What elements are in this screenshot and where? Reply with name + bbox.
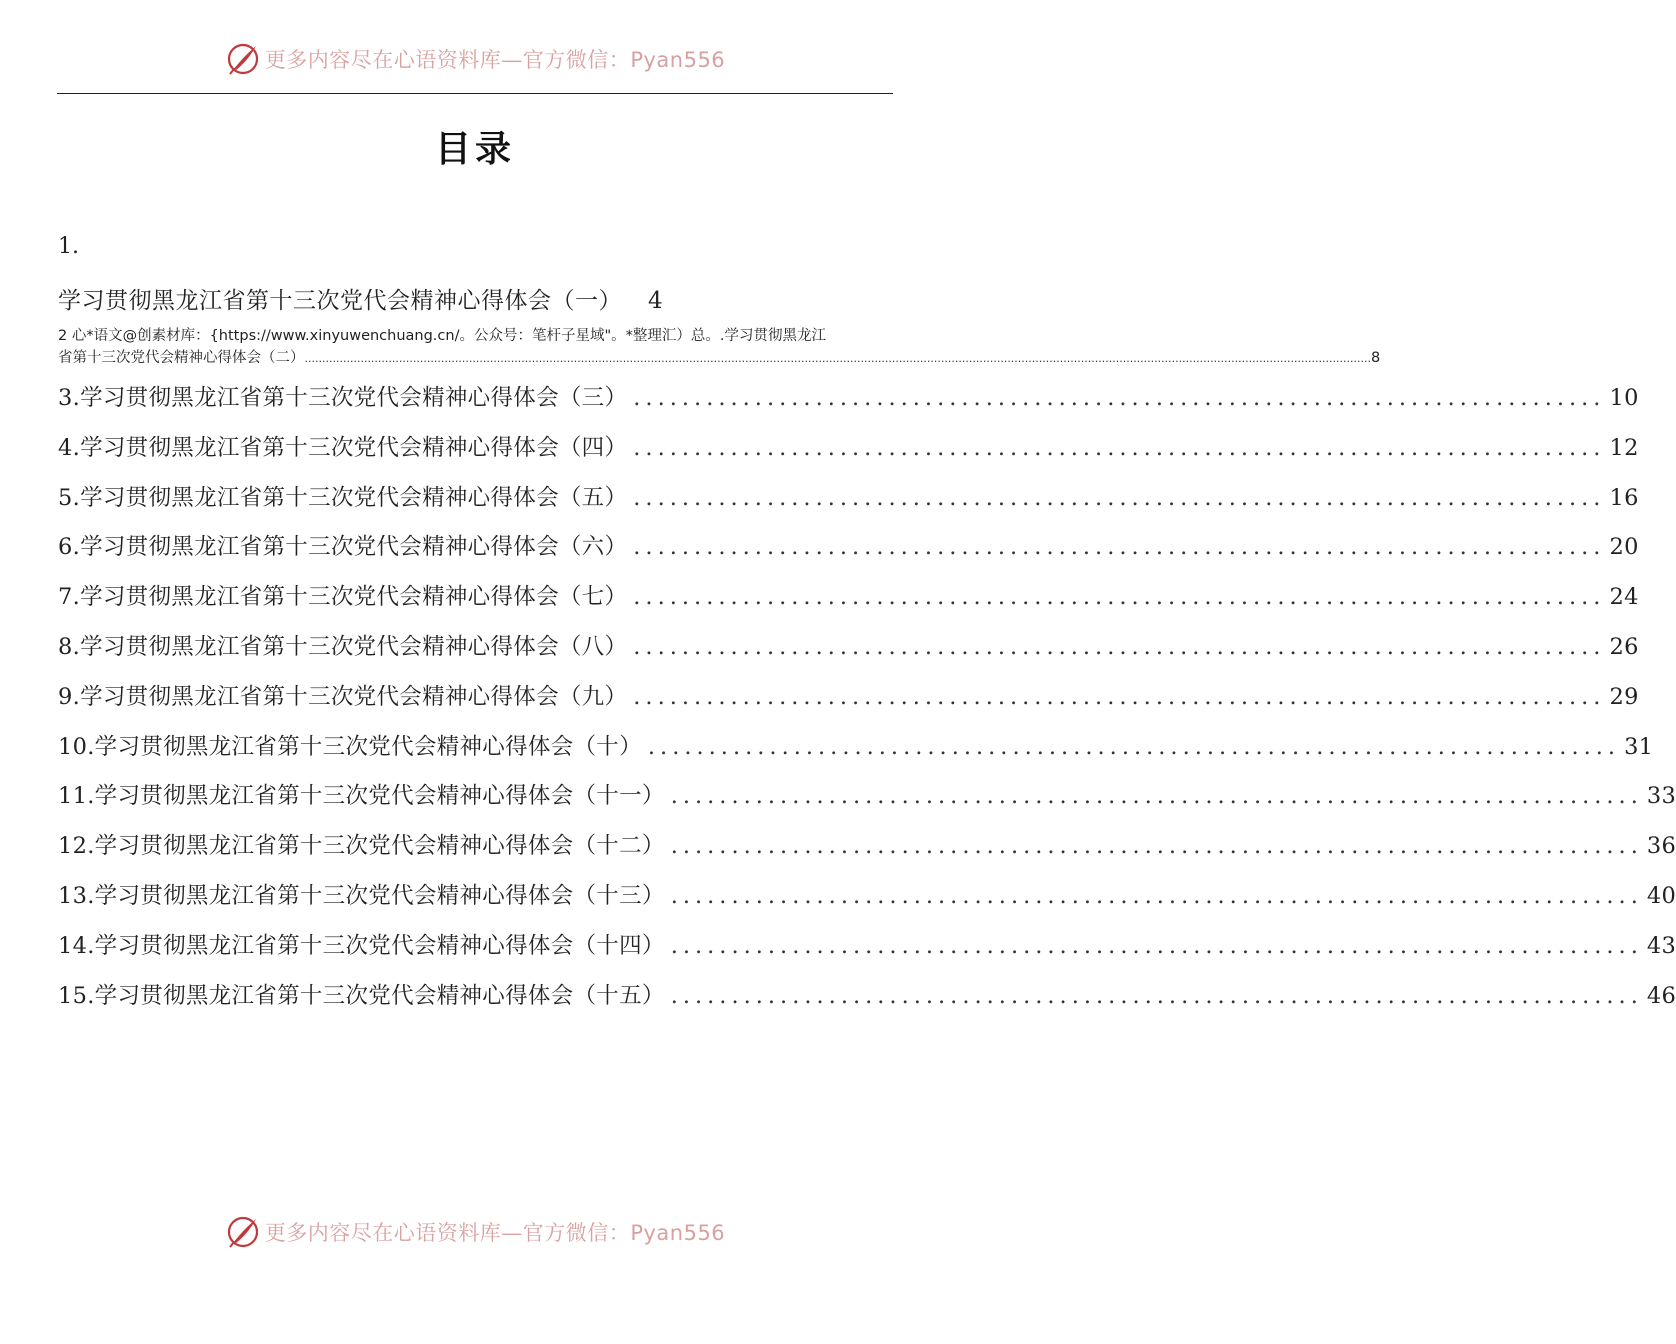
toc-entry[interactable] xyxy=(58,778,1676,828)
toc-entry-label: 6.学习贯彻黑龙江省第十三次党代会精神心得体会（六） xyxy=(58,534,628,561)
toc-entry[interactable] xyxy=(58,729,1654,779)
toc-entry-page: 40 xyxy=(1646,882,1676,909)
toc-entry[interactable] xyxy=(58,828,1676,878)
toc-entry-label: 10.学习贯彻黑龙江省第十三次党代会精神心得体会（十） xyxy=(58,733,642,760)
toc-entry-leader: ................................................................................ xyxy=(670,982,1643,1009)
toc-entry-leader: ................................................................................ xyxy=(633,484,1606,511)
toc-entry-1-label: 学习贯彻黑龙江省第十三次党代会精神心得体会（一） xyxy=(58,288,622,314)
toc-entry-leader: ................................................................................ xyxy=(633,534,1606,561)
toc-entry-page: 36 xyxy=(1646,833,1676,860)
toc-entry-label: 13.学习贯彻黑龙江省第十三次党代会精神心得体会（十三） xyxy=(58,882,665,909)
toc-entry-2-leader: ................................................................................................................................................................................................................................................................................................................. xyxy=(304,352,1371,365)
toc-entry-page: 26 xyxy=(1609,633,1639,660)
header-divider xyxy=(57,93,893,94)
toc-entry-1[interactable] xyxy=(58,282,663,315)
toc-entry-label: 8.学习贯彻黑龙江省第十三次党代会精神心得体会（八） xyxy=(58,633,628,660)
toc-entry[interactable] xyxy=(58,878,1676,928)
toc-entry-page: 33 xyxy=(1646,783,1676,810)
toc-entry-label: 15.学习贯彻黑龙江省第十三次党代会精神心得体会（十五） xyxy=(58,982,665,1009)
toc-entry-leader: ................................................................................ xyxy=(670,932,1643,959)
toc-entry-label: 9.学习贯彻黑龙江省第十三次党代会精神心得体会（九） xyxy=(58,683,628,710)
toc-entry-leader: ................................................................................ xyxy=(633,633,1606,660)
toc-entry[interactable] xyxy=(58,529,1639,579)
toc-entry[interactable] xyxy=(58,430,1639,480)
toc-entry-label: 11.学习贯彻黑龙江省第十三次党代会精神心得体会（十一） xyxy=(58,783,665,810)
toc-entry-leader: ................................................................................ xyxy=(670,882,1643,909)
toc-entry-leader: ................................................................................ xyxy=(670,783,1643,810)
toc-entry-2[interactable] xyxy=(58,325,1381,370)
toc-entry[interactable] xyxy=(58,579,1639,629)
page-title: 目录 xyxy=(434,128,515,170)
toc-entry[interactable] xyxy=(58,978,1676,1028)
toc-entry-2-line2: 省第十三次党代会精神心得体会（二） xyxy=(58,350,305,366)
toc-entry-leader: ................................................................................ xyxy=(633,385,1606,411)
toc-entry-label: 4.学习贯彻黑龙江省第十三次党代会精神心得体会（四） xyxy=(58,434,628,461)
toc-entry-page: 29 xyxy=(1609,683,1639,710)
toc-entry-page: 24 xyxy=(1609,584,1639,611)
toc-entry-page: 46 xyxy=(1646,982,1676,1009)
toc-entry-label: 5.学习贯彻黑龙江省第十三次党代会精神心得体会（五） xyxy=(58,484,628,511)
quill-logo-icon xyxy=(225,1214,261,1250)
toc-entry-leader: ................................................................................ xyxy=(633,584,1606,611)
header-banner-text: 更多内容尽在心语资料库—官方微信：Pyan556 xyxy=(264,48,726,72)
toc-entry-page: 10 xyxy=(1609,385,1639,411)
toc-entry[interactable] xyxy=(58,679,1639,729)
toc-entry-page: 16 xyxy=(1609,484,1639,511)
toc-entry-1-number[interactable]: 1. xyxy=(58,234,79,259)
header-wechat-id: Pyan556 xyxy=(630,48,726,72)
toc-entry[interactable] xyxy=(58,629,1639,679)
toc-list xyxy=(58,380,1676,1027)
toc-entry[interactable] xyxy=(58,928,1676,978)
toc-entry-1-page: 4 xyxy=(648,288,664,314)
toc-entry-page: 31 xyxy=(1624,733,1654,760)
quill-logo-icon xyxy=(225,41,261,77)
header-banner xyxy=(0,39,950,79)
toc-entry-page: 12 xyxy=(1609,434,1639,461)
toc-entry-label: 7.学习贯彻黑龙江省第十三次党代会精神心得体会（七） xyxy=(58,584,628,611)
toc-entry-label: 12.学习贯彻黑龙江省第十三次党代会精神心得体会（十二） xyxy=(58,833,665,860)
toc-entry-label: 3.学习贯彻黑龙江省第十三次党代会精神心得体会（三） xyxy=(58,385,628,411)
toc-entry-leader: ................................................................................ xyxy=(647,733,1621,760)
toc-entry-page: 43 xyxy=(1646,932,1676,959)
toc-entry[interactable] xyxy=(58,380,1639,430)
toc-entry-leader: ................................................................................ xyxy=(670,833,1643,860)
toc-entry-page: 20 xyxy=(1609,534,1639,561)
toc-entry-label: 14.学习贯彻黑龙江省第十三次党代会精神心得体会（十四） xyxy=(58,932,665,959)
footer-banner xyxy=(0,1212,950,1252)
toc-entry-leader: ................................................................................ xyxy=(633,434,1606,461)
footer-banner-text: 更多内容尽在心语资料库—官方微信：Pyan556 xyxy=(264,1221,726,1245)
toc-entry-2-page: 8 xyxy=(1370,350,1381,366)
toc-entry-2-line1: 2 心*语文@创素材库：{https://www.xinyuwenchuang.cn/。公众号：笔杆子星域"。*整理汇）总。.学习贯彻黑龙江 xyxy=(58,328,826,344)
toc-entry[interactable] xyxy=(58,480,1639,530)
toc-entry-leader: ................................................................................ xyxy=(633,683,1606,710)
footer-wechat-id: Pyan556 xyxy=(630,1221,726,1245)
